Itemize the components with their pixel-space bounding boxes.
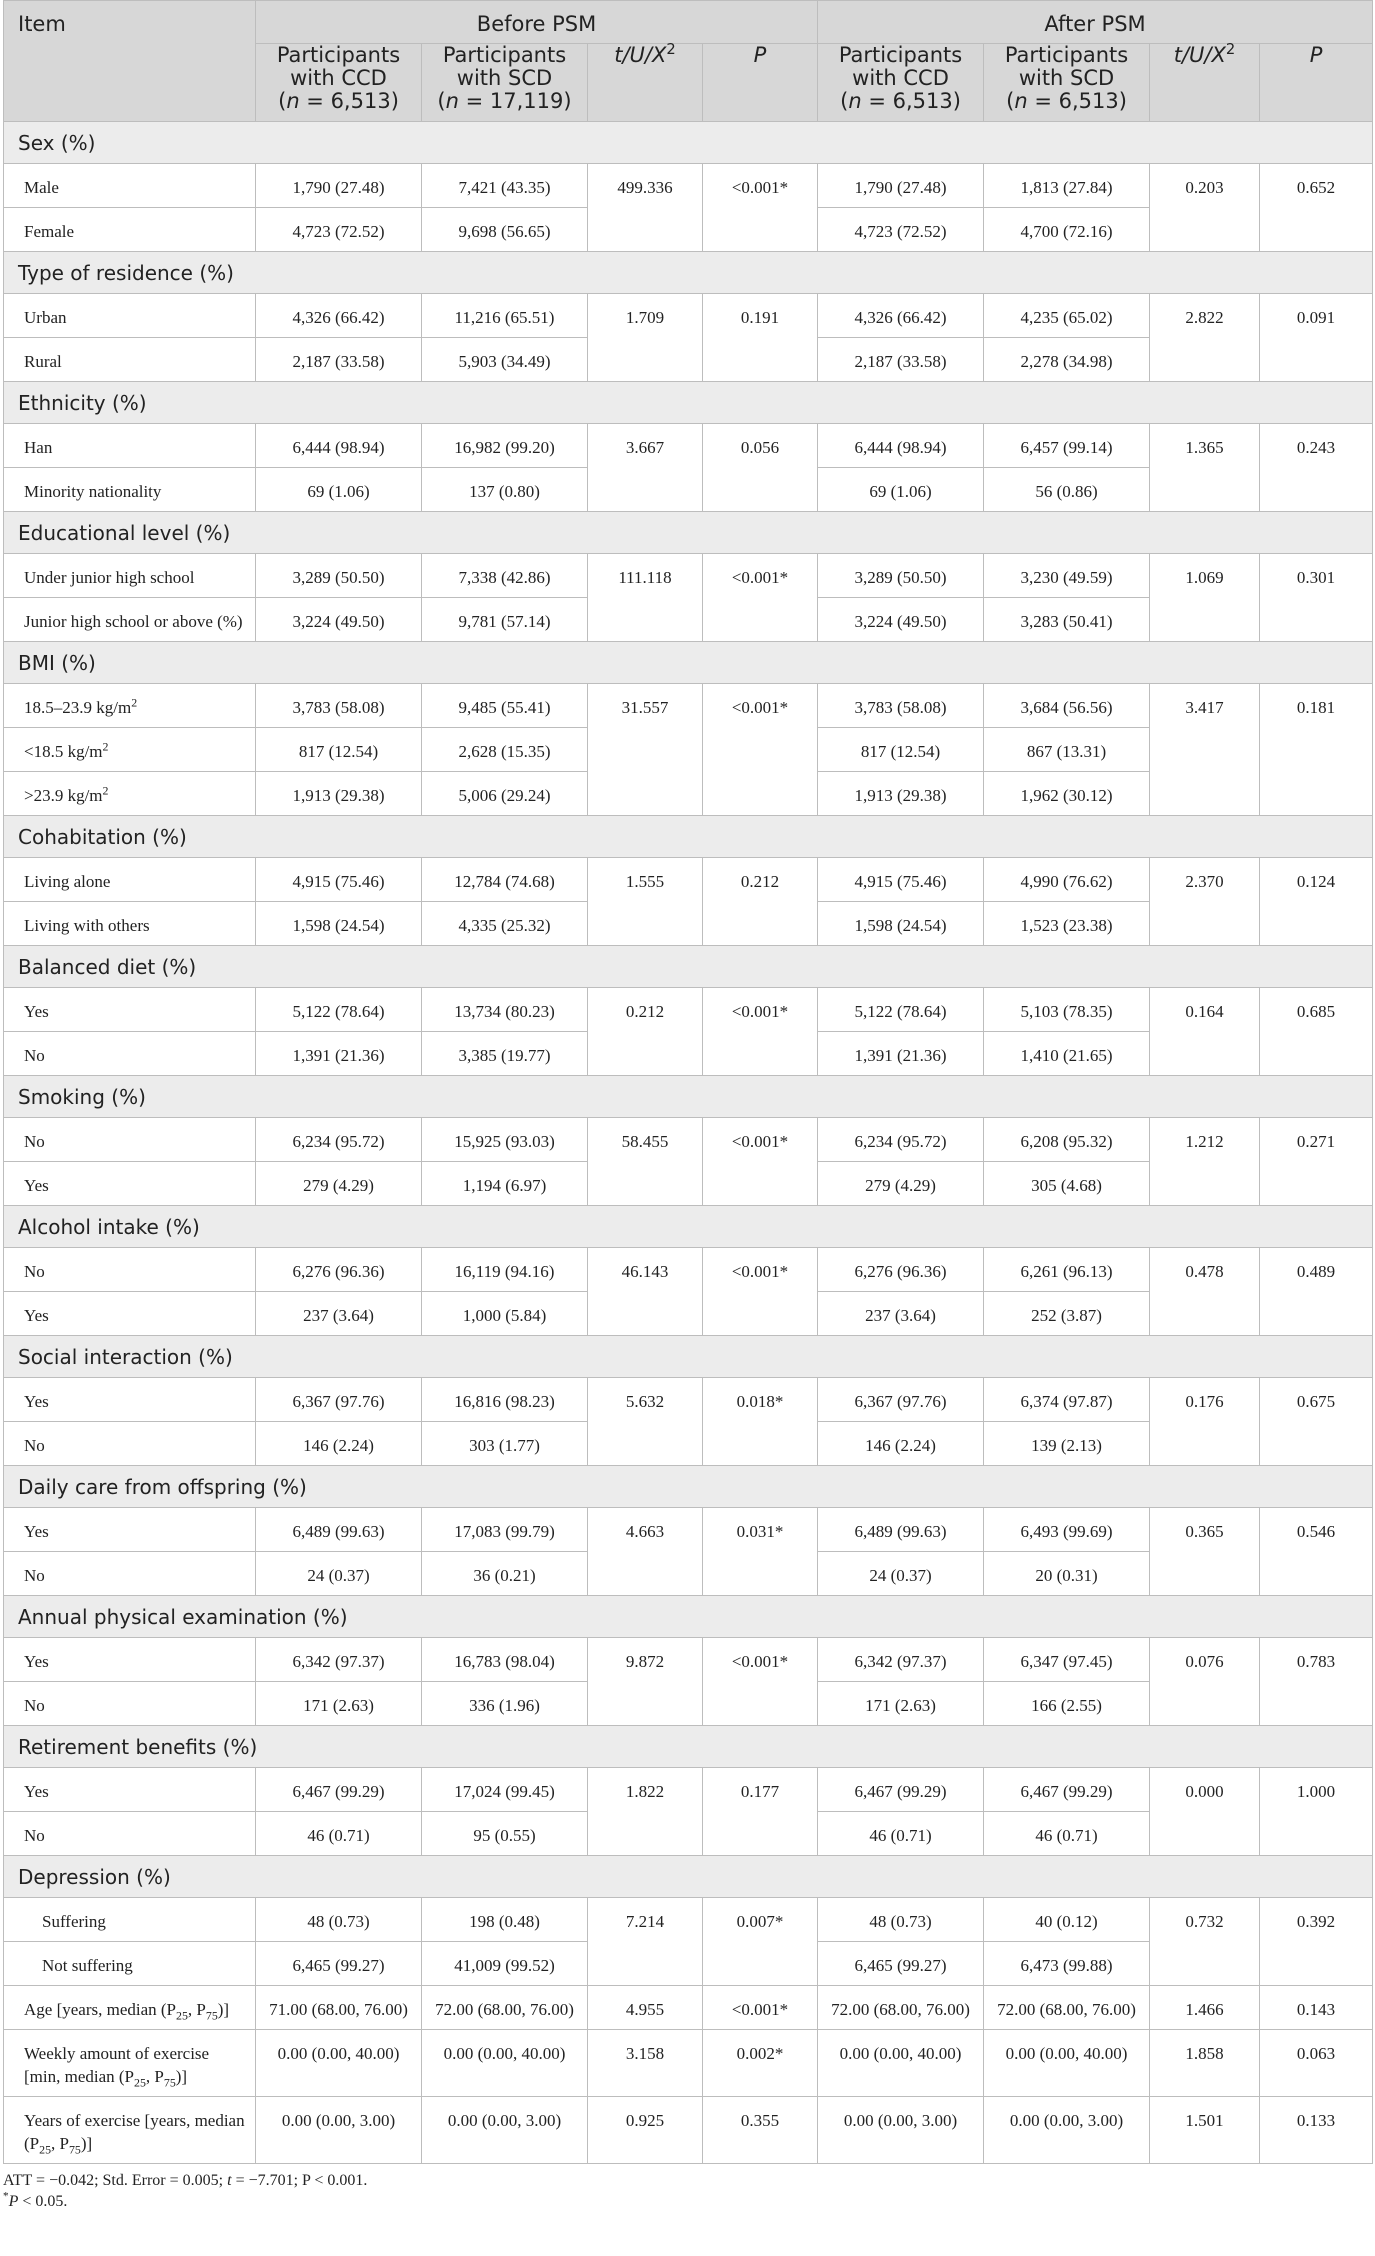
after-p-value: 0.301 — [1260, 554, 1373, 642]
after-ccd-value: 1,391 (21.36) — [818, 1032, 984, 1076]
after-statistic: 0.164 — [1150, 988, 1260, 1076]
before-p-value: 0.191 — [703, 294, 818, 382]
table-footnotes — [0, 2164, 1375, 2212]
category-title: Depression (%) — [4, 1856, 1373, 1898]
before-ccd-value: 6,489 (99.63) — [256, 1508, 422, 1552]
before-p-value: 0.031* — [703, 1508, 818, 1596]
before-ccd-value: 6,465 (99.27) — [256, 1942, 422, 1986]
after-scd-value: 4,990 (76.62) — [984, 858, 1150, 902]
before-ccd-value: 0.00 (0.00, 3.00) — [256, 2097, 422, 2164]
before-p-value: 0.177 — [703, 1768, 818, 1856]
table-row — [4, 1508, 1373, 1552]
after-ccd-value: 6,444 (98.94) — [818, 424, 984, 468]
after-statistic: 1.858 — [1150, 2030, 1260, 2097]
category-row — [4, 816, 1373, 858]
before-scd-header: Participants with SCD (n = 17,119) — [422, 44, 588, 122]
before-scd-value: 5,903 (34.49) — [422, 338, 588, 382]
table-row — [4, 1638, 1373, 1682]
before-statistic: 4.663 — [588, 1508, 703, 1596]
before-scd-value: 4,335 (25.32) — [422, 902, 588, 946]
category-row — [4, 122, 1373, 164]
after-p-value: 0.124 — [1260, 858, 1373, 946]
after-ccd-value: 0.00 (0.00, 3.00) — [818, 2097, 984, 2164]
before-p-value: 0.212 — [703, 858, 818, 946]
before-p-value: <0.001* — [703, 684, 818, 816]
category-row — [4, 382, 1373, 424]
before-ccd-value: 46 (0.71) — [256, 1812, 422, 1856]
significance-footnote: *P < 0.05. — [3, 2190, 68, 2210]
before-p-value: <0.001* — [703, 1118, 818, 1206]
after-scd-value: 6,208 (95.32) — [984, 1118, 1150, 1162]
row-label: Junior high school or above (%) — [4, 598, 256, 642]
after-ccd-value: 4,326 (66.42) — [818, 294, 984, 338]
after-ccd-value: 6,465 (99.27) — [818, 1942, 984, 1986]
after-ccd-value: 5,122 (78.64) — [818, 988, 984, 1032]
after-ccd-value: 171 (2.63) — [818, 1682, 984, 1726]
before-ccd-value: 24 (0.37) — [256, 1552, 422, 1596]
after-statistic: 0.076 — [1150, 1638, 1260, 1726]
att-footnote: ATT = −0.042; Std. Error = 0.005; t = −7.701; P < 0.001. — [3, 2172, 368, 2189]
before-statistic: 1.555 — [588, 858, 703, 946]
after-statistic: 1.466 — [1150, 1986, 1260, 2030]
before-scd-value: 16,119 (94.16) — [422, 1248, 588, 1292]
row-label: >23.9 $kg/m^2$ — [4, 772, 256, 816]
row-label: Male — [4, 164, 256, 208]
before-scd-value: 7,421 (43.35) — [422, 164, 588, 208]
row-label: Yes — [4, 1638, 256, 1682]
sample-size: (n = 6,513) — [1006, 89, 1127, 113]
after-scd-value: 3,283 (50.41) — [984, 598, 1150, 642]
after-statistic: 0.478 — [1150, 1248, 1260, 1336]
after-scd-value: 6,493 (99.69) — [984, 1508, 1150, 1552]
before-ccd-value: 6,276 (96.36) — [256, 1248, 422, 1292]
category-row — [4, 1076, 1373, 1118]
category-title: Daily care from offspring (%) — [4, 1466, 1373, 1508]
table-row — [4, 988, 1373, 1032]
row-label: Yes — [4, 1292, 256, 1336]
row-label: Minority nationality — [4, 468, 256, 512]
after-p-value: 0.271 — [1260, 1118, 1373, 1206]
before-ccd-value: 1,913 (29.38) — [256, 772, 422, 816]
after-scd-value: 20 (0.31) — [984, 1552, 1150, 1596]
after-scd-value: 40 (0.12) — [984, 1898, 1150, 1942]
after-p-value: 0.489 — [1260, 1248, 1373, 1336]
after-p-value: 0.392 — [1260, 1898, 1373, 1986]
before-scd-value: 17,083 (99.79) — [422, 1508, 588, 1552]
before-statistic: 3.158 — [588, 2030, 703, 2097]
before-statistic: 31.557 — [588, 684, 703, 816]
after-ccd-value: 6,234 (95.72) — [818, 1118, 984, 1162]
before-scd-value: 9,781 (57.14) — [422, 598, 588, 642]
after-stat-header: $t/U/X^2$ — [1150, 44, 1260, 122]
before-statistic: 3.667 — [588, 424, 703, 512]
category-title: Alcohol intake (%) — [4, 1206, 1373, 1248]
after-p-value: 0.783 — [1260, 1638, 1373, 1726]
after-scd-value: 1,523 (23.38) — [984, 902, 1150, 946]
row-label: Yes — [4, 1768, 256, 1812]
row-label: Under junior high school — [4, 554, 256, 598]
after-scd-value: 56 (0.86) — [984, 468, 1150, 512]
after-ccd-value: 146 (2.24) — [818, 1422, 984, 1466]
before-p-value: 0.002* — [703, 2030, 818, 2097]
after-statistic: 1.212 — [1150, 1118, 1260, 1206]
before-statistic: 5.632 — [588, 1378, 703, 1466]
after-scd-value: 3,684 (56.56) — [984, 684, 1150, 728]
before-statistic: 499.336 — [588, 164, 703, 252]
before-statistic: 0.212 — [588, 988, 703, 1076]
after-ccd-value: 1,790 (27.48) — [818, 164, 984, 208]
before-statistic: 7.214 — [588, 1898, 703, 1986]
before-p-value: 0.018* — [703, 1378, 818, 1466]
after-statistic: 0.176 — [1150, 1378, 1260, 1466]
before-ccd-value: 1,598 (24.54) — [256, 902, 422, 946]
before-ccd-value: 48 (0.73) — [256, 1898, 422, 1942]
before-scd-value: 0.00 (0.00, 3.00) — [422, 2097, 588, 2164]
after-ccd-value: 1,913 (29.38) — [818, 772, 984, 816]
row-label: No — [4, 1812, 256, 1856]
after-p-value: 0.243 — [1260, 424, 1373, 512]
table-row — [4, 424, 1373, 468]
category-title: Cohabitation (%) — [4, 816, 1373, 858]
row-label: No — [4, 1552, 256, 1596]
row-label: 18.5–23.9 $kg/m^2$ — [4, 684, 256, 728]
before-ccd-value: 2,187 (33.58) — [256, 338, 422, 382]
before-statistic: 1.709 — [588, 294, 703, 382]
before-ccd-value: 6,444 (98.94) — [256, 424, 422, 468]
after-ccd-value: 6,276 (96.36) — [818, 1248, 984, 1292]
category-title: Ethnicity (%) — [4, 382, 1373, 424]
category-row — [4, 252, 1373, 294]
after-scd-value: 252 (3.87) — [984, 1292, 1150, 1336]
after-scd-value: 5,103 (78.35) — [984, 988, 1150, 1032]
after-ccd-value: 69 (1.06) — [818, 468, 984, 512]
after-scd-value: 0.00 (0.00, 3.00) — [984, 2097, 1150, 2164]
row-label: Rural — [4, 338, 256, 382]
before-ccd-value: 5,122 (78.64) — [256, 988, 422, 1032]
after-ccd-value: 72.00 (68.00, 76.00) — [818, 1986, 984, 2030]
after-p-value: 0.652 — [1260, 164, 1373, 252]
after-scd-value: 867 (13.31) — [984, 728, 1150, 772]
category-title: Annual physical examination (%) — [4, 1596, 1373, 1638]
category-title: Sex (%) — [4, 122, 1373, 164]
before-statistic: 1.822 — [588, 1768, 703, 1856]
row-label: Not suffering — [4, 1942, 256, 1986]
category-row — [4, 1596, 1373, 1638]
after-scd-value: 0.00 (0.00, 40.00) — [984, 2030, 1150, 2097]
before-scd-value: 198 (0.48) — [422, 1898, 588, 1942]
before-p-value: <0.001* — [703, 554, 818, 642]
after-scd-value: 46 (0.71) — [984, 1812, 1150, 1856]
sample-size: (n = 17,119) — [437, 89, 572, 113]
before-p-value: <0.001* — [703, 164, 818, 252]
before-ccd-value: 3,783 (58.08) — [256, 684, 422, 728]
after-statistic: 2.822 — [1150, 294, 1260, 382]
before-scd-value: 36 (0.21) — [422, 1552, 588, 1596]
before-statistic: 0.925 — [588, 2097, 703, 2164]
row-label: Living alone — [4, 858, 256, 902]
after-p-value: 0.546 — [1260, 1508, 1373, 1596]
after-scd-value: 1,410 (21.65) — [984, 1032, 1150, 1076]
row-label: No — [4, 1248, 256, 1292]
after-ccd-value: 0.00 (0.00, 40.00) — [818, 2030, 984, 2097]
sample-size: (n = 6,513) — [278, 89, 399, 113]
before-scd-value: 336 (1.96) — [422, 1682, 588, 1726]
category-row — [4, 512, 1373, 554]
before-ccd-value: 6,234 (95.72) — [256, 1118, 422, 1162]
before-p-value: <0.001* — [703, 988, 818, 1076]
category-title: Retirement benefits (%) — [4, 1726, 1373, 1768]
after-scd-value: 6,347 (97.45) — [984, 1638, 1150, 1682]
before-statistic: 4.955 — [588, 1986, 703, 2030]
after-scd-header: Participants with SCD (n = 6,513) — [984, 44, 1150, 122]
row-label: Yes — [4, 1508, 256, 1552]
after-scd-value: 2,278 (34.98) — [984, 338, 1150, 382]
before-psm-header: Before PSM — [256, 1, 818, 44]
table-row — [4, 2097, 1373, 2164]
after-p-value: 0.685 — [1260, 988, 1373, 1076]
after-ccd-value: 2,187 (33.58) — [818, 338, 984, 382]
row-label: Yes — [4, 988, 256, 1032]
before-scd-value: 9,485 (55.41) — [422, 684, 588, 728]
after-ccd-value: 48 (0.73) — [818, 1898, 984, 1942]
row-label: Weekly amount of exercise [min, median ($P_{25}$, $P_{75}$)] — [4, 2030, 256, 2097]
before-scd-value: 1,000 (5.84) — [422, 1292, 588, 1336]
category-title: Social interaction (%) — [4, 1336, 1373, 1378]
before-p-value: 0.056 — [703, 424, 818, 512]
after-ccd-value: 6,367 (97.76) — [818, 1378, 984, 1422]
after-scd-value: 4,235 (65.02) — [984, 294, 1150, 338]
after-ccd-value: 237 (3.64) — [818, 1292, 984, 1336]
category-row — [4, 946, 1373, 988]
before-scd-value: 3,385 (19.77) — [422, 1032, 588, 1076]
before-scd-value: 13,734 (80.23) — [422, 988, 588, 1032]
after-statistic: 1.069 — [1150, 554, 1260, 642]
before-ccd-value: 3,224 (49.50) — [256, 598, 422, 642]
after-ccd-value: 3,289 (50.50) — [818, 554, 984, 598]
before-scd-value: 17,024 (99.45) — [422, 1768, 588, 1812]
before-scd-value: 95 (0.55) — [422, 1812, 588, 1856]
after-ccd-value: 1,598 (24.54) — [818, 902, 984, 946]
before-scd-value: 41,009 (99.52) — [422, 1942, 588, 1986]
before-p-value: 0.355 — [703, 2097, 818, 2164]
after-statistic: 3.417 — [1150, 684, 1260, 816]
after-statistic: 2.370 — [1150, 858, 1260, 946]
after-statistic: 0.365 — [1150, 1508, 1260, 1596]
row-label: Yes — [4, 1378, 256, 1422]
after-p-value: 0.675 — [1260, 1378, 1373, 1466]
after-ccd-value: 3,783 (58.08) — [818, 684, 984, 728]
before-ccd-value: 4,326 (66.42) — [256, 294, 422, 338]
before-ccd-value: 1,391 (21.36) — [256, 1032, 422, 1076]
before-ccd-value: 1,790 (27.48) — [256, 164, 422, 208]
category-title: BMI (%) — [4, 642, 1373, 684]
category-title: Smoking (%) — [4, 1076, 1373, 1118]
table-row — [4, 1118, 1373, 1162]
after-scd-value: 1,813 (27.84) — [984, 164, 1150, 208]
row-label: Han — [4, 424, 256, 468]
table-row — [4, 164, 1373, 208]
after-p-value: 1.000 — [1260, 1768, 1373, 1856]
after-psm-header: After PSM — [818, 1, 1373, 44]
table-row — [4, 1248, 1373, 1292]
before-scd-value: 303 (1.77) — [422, 1422, 588, 1466]
before-ccd-value: 71.00 (68.00, 76.00) — [256, 1986, 422, 2030]
before-scd-value: 11,216 (65.51) — [422, 294, 588, 338]
before-scd-value: 7,338 (42.86) — [422, 554, 588, 598]
after-statistic: 1.501 — [1150, 2097, 1260, 2164]
after-ccd-value: 6,342 (97.37) — [818, 1638, 984, 1682]
before-ccd-header: Participants with CCD (n = 6,513) — [256, 44, 422, 122]
category-row — [4, 1206, 1373, 1248]
before-scd-value: 16,816 (98.23) — [422, 1378, 588, 1422]
after-ccd-value: 6,467 (99.29) — [818, 1768, 984, 1812]
table-row — [4, 294, 1373, 338]
item-column-header: Item — [4, 1, 256, 122]
baseline-characteristics-table — [3, 0, 1373, 2164]
before-p-value: <0.001* — [703, 1638, 818, 1726]
category-row — [4, 1856, 1373, 1898]
before-statistic: 58.455 — [588, 1118, 703, 1206]
after-p-value: 0.181 — [1260, 684, 1373, 816]
after-scd-value: 6,374 (97.87) — [984, 1378, 1150, 1422]
row-label: Living with others — [4, 902, 256, 946]
before-ccd-value: 6,467 (99.29) — [256, 1768, 422, 1812]
after-scd-value: 305 (4.68) — [984, 1162, 1150, 1206]
category-row — [4, 642, 1373, 684]
after-scd-value: 3,230 (49.59) — [984, 554, 1150, 598]
after-statistic: 1.365 — [1150, 424, 1260, 512]
before-ccd-value: 6,367 (97.76) — [256, 1378, 422, 1422]
before-stat-header: $t/U/X^2$ — [588, 44, 703, 122]
before-scd-value: 9,698 (56.65) — [422, 208, 588, 252]
before-ccd-value: 0.00 (0.00, 40.00) — [256, 2030, 422, 2097]
before-statistic: 9.872 — [588, 1638, 703, 1726]
before-scd-value: 0.00 (0.00, 40.00) — [422, 2030, 588, 2097]
before-scd-value: 16,783 (98.04) — [422, 1638, 588, 1682]
category-row — [4, 1466, 1373, 1508]
after-ccd-value: 3,224 (49.50) — [818, 598, 984, 642]
after-statistic: 0.000 — [1150, 1768, 1260, 1856]
row-label: Urban — [4, 294, 256, 338]
before-scd-value: 2,628 (15.35) — [422, 728, 588, 772]
table-row — [4, 554, 1373, 598]
table-body — [4, 122, 1373, 2164]
table-row — [4, 684, 1373, 728]
row-label: Female — [4, 208, 256, 252]
before-ccd-value: 4,915 (75.46) — [256, 858, 422, 902]
row-label: No — [4, 1118, 256, 1162]
after-scd-value: 6,473 (99.88) — [984, 1942, 1150, 1986]
after-scd-value: 4,700 (72.16) — [984, 208, 1150, 252]
before-ccd-value: 171 (2.63) — [256, 1682, 422, 1726]
row-label: No — [4, 1422, 256, 1466]
before-scd-value: 72.00 (68.00, 76.00) — [422, 1986, 588, 2030]
row-label: <18.5 $kg/m^2$ — [4, 728, 256, 772]
before-ccd-value: 3,289 (50.50) — [256, 554, 422, 598]
before-ccd-value: 279 (4.29) — [256, 1162, 422, 1206]
row-label: Yes — [4, 1162, 256, 1206]
before-scd-value: 137 (0.80) — [422, 468, 588, 512]
after-statistic: 0.203 — [1150, 164, 1260, 252]
after-scd-value: 139 (2.13) — [984, 1422, 1150, 1466]
category-title: Educational level (%) — [4, 512, 1373, 554]
after-scd-value: 166 (2.55) — [984, 1682, 1150, 1726]
after-ccd-value: 279 (4.29) — [818, 1162, 984, 1206]
after-scd-value: 72.00 (68.00, 76.00) — [984, 1986, 1150, 2030]
before-ccd-value: 69 (1.06) — [256, 468, 422, 512]
table-row — [4, 858, 1373, 902]
before-p-value: 0.007* — [703, 1898, 818, 1986]
table-row — [4, 1378, 1373, 1422]
before-p-value: <0.001* — [703, 1248, 818, 1336]
row-label: Suffering — [4, 1898, 256, 1942]
before-scd-value: 15,925 (93.03) — [422, 1118, 588, 1162]
after-ccd-header: Participants with CCD (n = 6,513) — [818, 44, 984, 122]
before-scd-value: 12,784 (74.68) — [422, 858, 588, 902]
row-label: Years of exercise [years, median ($P_{25}$, $P_{75}$)] — [4, 2097, 256, 2164]
category-title: Type of residence (%) — [4, 252, 1373, 294]
table-row — [4, 1898, 1373, 1942]
after-scd-value: 6,457 (99.14) — [984, 424, 1150, 468]
row-label: No — [4, 1682, 256, 1726]
category-row — [4, 1726, 1373, 1768]
category-row — [4, 1336, 1373, 1378]
row-label: No — [4, 1032, 256, 1076]
before-ccd-value: 817 (12.54) — [256, 728, 422, 772]
table-row — [4, 1986, 1373, 2030]
table-row — [4, 2030, 1373, 2097]
after-p-value: 0.091 — [1260, 294, 1373, 382]
before-ccd-value: 146 (2.24) — [256, 1422, 422, 1466]
after-scd-value: 6,467 (99.29) — [984, 1768, 1150, 1812]
after-statistic: 0.732 — [1150, 1898, 1260, 1986]
after-p-header: P — [1260, 44, 1373, 122]
before-ccd-value: 237 (3.64) — [256, 1292, 422, 1336]
row-label: Age [years, median ($P_{25}$, $P_{75}$)] — [4, 1986, 256, 2030]
after-ccd-value: 46 (0.71) — [818, 1812, 984, 1856]
before-statistic: 46.143 — [588, 1248, 703, 1336]
table-header — [4, 1, 1373, 122]
before-p-value: <0.001* — [703, 1986, 818, 2030]
before-ccd-value: 4,723 (72.52) — [256, 208, 422, 252]
sample-size: (n = 6,513) — [840, 89, 961, 113]
after-scd-value: 1,962 (30.12) — [984, 772, 1150, 816]
table-row — [4, 1768, 1373, 1812]
before-statistic: 111.118 — [588, 554, 703, 642]
after-p-value: 0.143 — [1260, 1986, 1373, 2030]
before-ccd-value: 6,342 (97.37) — [256, 1638, 422, 1682]
category-title: Balanced diet (%) — [4, 946, 1373, 988]
after-ccd-value: 24 (0.37) — [818, 1552, 984, 1596]
after-ccd-value: 6,489 (99.63) — [818, 1508, 984, 1552]
before-scd-value: 16,982 (99.20) — [422, 424, 588, 468]
after-ccd-value: 4,915 (75.46) — [818, 858, 984, 902]
after-p-value: 0.063 — [1260, 2030, 1373, 2097]
after-scd-value: 6,261 (96.13) — [984, 1248, 1150, 1292]
before-scd-value: 1,194 (6.97) — [422, 1162, 588, 1206]
after-ccd-value: 4,723 (72.52) — [818, 208, 984, 252]
before-scd-value: 5,006 (29.24) — [422, 772, 588, 816]
before-p-header: P — [703, 44, 818, 122]
after-p-value: 0.133 — [1260, 2097, 1373, 2164]
after-ccd-value: 817 (12.54) — [818, 728, 984, 772]
